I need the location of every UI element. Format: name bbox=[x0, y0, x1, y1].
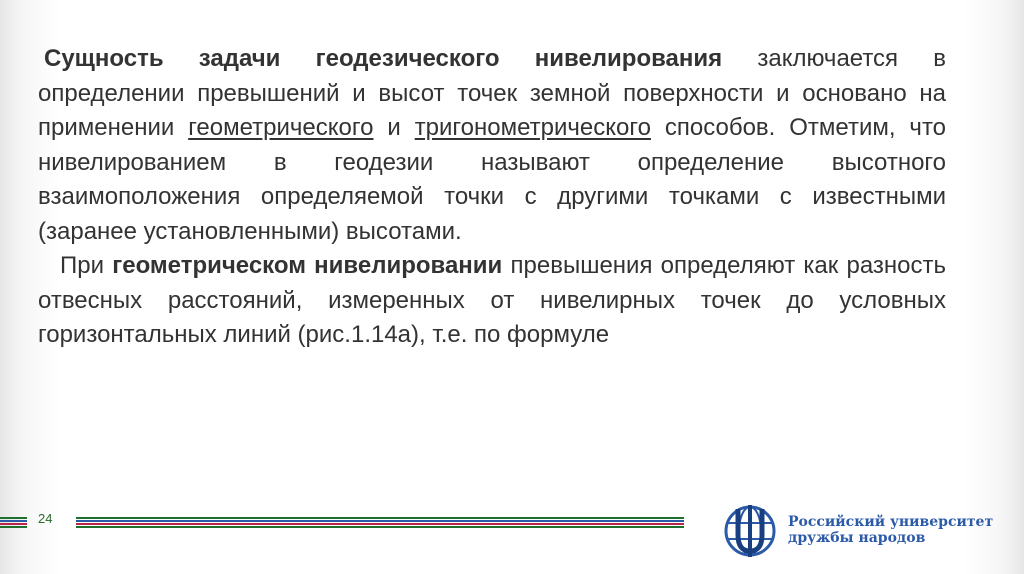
footer-stripes-left bbox=[0, 517, 27, 529]
paragraph-text: способов. Отметим, что нивелированием в геодезии называют определение высотного взаимоположения определяемой точки с другими точками с известными (заранее установленными) высотами. bbox=[38, 114, 947, 245]
university-name-line2: дружбы народов bbox=[788, 530, 926, 546]
term-trigonometric-link[interactable]: тригонометрического bbox=[414, 114, 651, 141]
bold-term: геометрическом нивелировании bbox=[112, 252, 503, 279]
paragraph-text: превышения определяют как разность отвесных расстояний, измеренных от нивелирных точек до условных горизонтальных линий (рис.1.14а), т.е. по формуле bbox=[38, 252, 947, 348]
term-geometric-link[interactable]: геометрического bbox=[188, 114, 374, 141]
paragraph-essence bbox=[38, 42, 946, 249]
paragraph-text: При bbox=[60, 252, 113, 279]
slide-body-text bbox=[38, 42, 946, 353]
paragraph-geometric-leveling bbox=[38, 249, 946, 353]
footer-stripes-right bbox=[76, 517, 684, 529]
university-name-line1: Российский университет bbox=[788, 514, 994, 530]
paragraph-text: и bbox=[373, 114, 415, 141]
university-logo-icon bbox=[720, 503, 780, 559]
bold-lead-phrase: Сущность задачи геодезического нивелирования bbox=[44, 45, 723, 72]
paragraph-text: заключается в определении превышений и высот точек земной поверхности и основано на применении bbox=[38, 45, 946, 141]
university-name bbox=[788, 514, 993, 546]
page-number: 24 bbox=[38, 511, 53, 526]
